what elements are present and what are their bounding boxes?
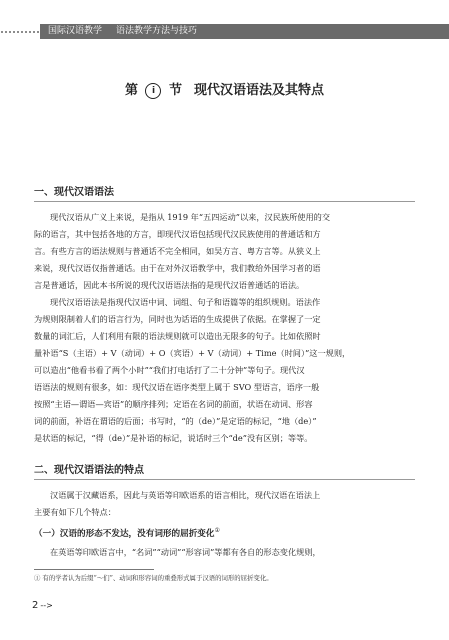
paragraph-line: 数量的词汇后，人们利用有限的语法规则就可以造出无限多的句子。比如依照时 bbox=[34, 331, 321, 341]
paragraph-line: 词的前面，补语在谓语的后面；书写时，“的（de）”是定语的标记，“地（de）” bbox=[34, 416, 317, 426]
paragraph-line: 汉语属于汉藏语系，因此与英语等印欧语系的语言相比，现代汉语在语法上 bbox=[50, 490, 321, 500]
paragraph-line: 按照“主语—谓语—宾语”的顺序排列；定语在名词的前面，状语在动词、形容 bbox=[34, 399, 313, 409]
page-number-value: 2 bbox=[32, 600, 39, 611]
header-book-title: 国际汉语教学 bbox=[48, 26, 103, 36]
paragraph-line: 现代汉语从广义上来说，是指从 1919 年“五四运动”以来，汉民族所使用的交 bbox=[50, 212, 331, 222]
title-suffix: 节 bbox=[169, 83, 183, 98]
subsection-heading bbox=[34, 527, 220, 539]
paragraph-line: 来说，现代汉语仅指普通话。由于在对外汉语教学中，我们教给外国学习者的语 bbox=[34, 263, 321, 273]
paragraph-line: 为规则限制着人们的语言行为，同时也为话语的生成提供了依据。在掌握了一定 bbox=[34, 314, 321, 324]
paragraph-line: 言是普通话，因此本书所说的现代汉语语法指的是现代汉语普通话的语法。 bbox=[34, 280, 305, 290]
paragraph-line: 语语法的规则有很多，如：现代汉语在语序类型上属于 SVO 型语言，语序一般 bbox=[34, 382, 320, 392]
paragraph-line: 在英语等印欧语言中，“名词”“动词”“形容词”等都有各自的形态变化规则， bbox=[50, 547, 321, 557]
subsection-heading-text: （一）汉语的形态不发达，没有词形的屈折变化 bbox=[34, 529, 215, 539]
page-number bbox=[32, 600, 53, 611]
running-header bbox=[40, 24, 449, 39]
section-title bbox=[0, 79, 449, 99]
footnote-rule bbox=[34, 569, 154, 570]
footnote: ① 有的学者认为后缀“～们”、动词和形容词的重叠形式属于汉语的词形的屈折变化。 bbox=[34, 574, 273, 582]
footnote-marker: ① bbox=[214, 527, 220, 535]
title-text: 现代汉语语法及其特点 bbox=[194, 83, 325, 98]
header-chapter-title: 语法教学方法与技巧 bbox=[116, 26, 198, 36]
title-prefix: 第 bbox=[124, 83, 138, 98]
paragraph-line: 是状语的标记，“得（de）”是补语的标记，说话时三个“de”没有区别；等等。 bbox=[34, 433, 313, 443]
paragraph-line: 可以造出“他看书看了两个小时”“我们打电话打了二十分钟”等句子。现代汉 bbox=[34, 365, 305, 375]
section2-heading: 二、现代汉语语法的特点 bbox=[34, 465, 144, 476]
paragraph-line: 量补语“S（主语）+ V（动词）+ O（宾语）+ V（动词）+ Time（时间）”这一规则， bbox=[34, 348, 351, 358]
title-number-circle: i bbox=[145, 83, 161, 99]
section1-rule bbox=[34, 201, 415, 202]
section1-heading: 一、现代汉语语法 bbox=[34, 187, 114, 198]
header-dots bbox=[0, 31, 40, 33]
paragraph-line: 际的语言，其中包括各地的方言，即现代汉语包括现代汉民族使用的普通话和方 bbox=[34, 229, 321, 239]
paragraph-line: 主要有如下几个特点： bbox=[34, 507, 116, 517]
paragraph-line: 言。有些方言的语法规则与普通话不完全相同，如吴方言、粤方言等。从狭义上 bbox=[34, 246, 321, 256]
section2-rule bbox=[34, 479, 415, 480]
page-arrow: --> bbox=[40, 601, 53, 610]
paragraph-line: 现代汉语语法是指现代汉语中词、词组、句子和语篇等的组织规则。语法作 bbox=[50, 297, 321, 307]
